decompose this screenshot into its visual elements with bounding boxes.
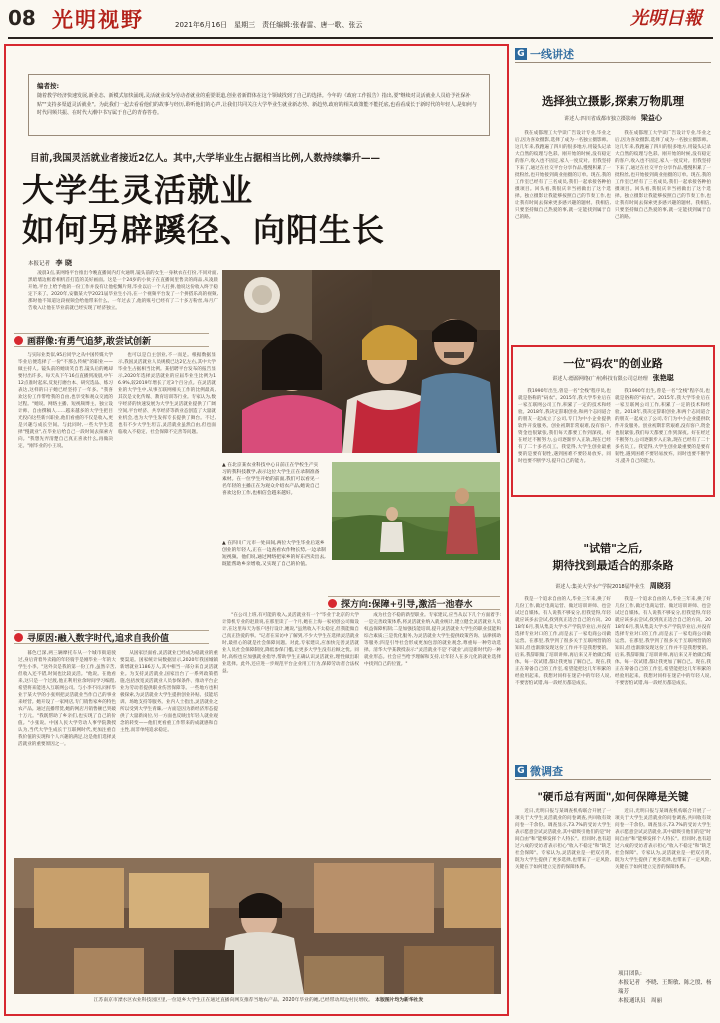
tag-frontline: G 一线讲述 (515, 46, 574, 62)
story2-column-1: 我1990年出生,曾是一名"全栈"程序员,也就是俗称的"码农"。2015年,我大学毕业后在一家互联网公司工作,积累了一定的技术和经验。2018年,我决定辞职创业,和两个志同道合的朋友一起成立了公司,专门为中小企业提供软件开发服务。创业初期非常艰难,没有客户,资金也很紧张,我们每天都要工作到深夜。好在经过不断努力,公司逐渐步入正轨,现在已经有了二十多名员工。我觉得,大学生创业最重要的是要有韧性,遇到困难不要轻易放弃。同时也要不断学习,提升自己的能力。 (518, 389, 611, 464)
section2-column-1: 暮色已深,两三辆摩托车从一个城市街道驶过,身后背着外卖箱的年轻骑手是刚毕业一年的大学生小李。"送外卖是我的第一份工作,虽然辛苦,但收入还不错,时间也比较灵活。"他说。在他看来,这只是一个过渡,他正利用业余时间学习编程,希望将来能进入互联网公司。与小李不同,同样毕业于某大学的小张则把灵活就业当作自己的事业来经营。她开设了一家网店,专门销售家乡的特色农产品。通过直播带货,她的网店月销售额已突破十万元。"我既帮助了乡亲们,也实现了自己的价值。"小张说。中国人民大学劳动人事学院教授认为,当代大学生成长于互联网时代,更加注重自我价值的实现和个人兴趣的满足,这是他们选择灵活就业的重要原因之一。 (18, 651, 116, 747)
lead-paragraph: 凌晨3点,某网络平台推出今晚直播间内灯火通明,镜头前的女生一身秋衣在打扮,不同对面,黑暗墙边框着相机首打造的美好画面。这是一个24岁的小伙子在直播间里售卖的商品,从凌晨开始,平台上给予他的一份工作并没有让他松懈片刻,毕业以后一个人打拼,他说这份收入终于稳定下来了。2020年,安徽某大学2021届毕业生小冯,在一个视频平台发了一个拼搭乐高的视频,那时他不知道这段视频会给他带来什么。一年过去了,他的账号已经有了二十多万粉丝,每月广告收入让他在毕业前就已经实现了经济独立。 (28, 271, 218, 311)
story3-narrator: 讲述人:集美大学水产学院2018届毕业生 周晓羽 (555, 582, 671, 590)
tag-g-icon: G (515, 765, 527, 777)
credits-line-2: 本报通讯员 周丽 (618, 998, 663, 1004)
issue-meta: 2021年6月16日 星期三 责任编辑:张春雷、唐一歌、张云 (175, 21, 363, 29)
section3-column-1: "在公司上班,有可能的收入,灵活就业有一个"毕业于北京的大学计算机专业的赵晨说,在那里读了一个月,她在上海一家初创公司做设计,在这里每天为客户进行设计,她说,"虽然收入不太稳定,但我能做自己真正热爱的事。"记者在采访中了解到,不少大学生在选择灵活就业时,最担心的就是社会保障问题。对此,专家建议,应加快完善灵活就业人员社会保障制度,降低参保门槛,让更多大学生没有后顾之忧。同时,高校也应加强就业指导,帮助学生正确认识灵活就业,理性做出职业选择。此外,还应进一步规范平台企业用工行为,保障劳动者合法权益。 (222, 613, 359, 674)
divider (515, 62, 711, 63)
section3-column-2: 成为社会不稳的新型职业。专家建议,应当从以下几个方面着手:一是完善政策体系,将灵活就业纳入就业统计,建立健全灵活就业人员权益保障机制;二是加强技能培训,提升灵活就业大学生的职业技能和综合素质;三是优化服务,为灵活就业大学生提供政策咨询、法律援助等服务;四是引导社会形成更加包容的就业观念,尊重每一种劳动选择。清华大学某教授表示:"灵活就业不是'不就业',而是新时代的一种就业形态。社会应当给予理解和支持,让年轻人在多元化的就业选择中找到自己的位置。" (364, 613, 501, 667)
article-byline (28, 258, 72, 268)
photo2-caption: ▲ 在四川广元市一处田间,两位大学生毕业后返乡创业的年轻人,正在一边查看农作物长势,一边录制短视频。他们说,通过网络把家乡的好东西卖出去,既能帮助乡亲增收,又实现了自己的价值。 (222, 541, 326, 567)
section-heading-3: 探方向:保障+引导,激活一池春水 (328, 596, 500, 610)
story2-narrator: 讲述人:德源网络(广州)科技有限公司总经理 张艳聪 (552, 374, 674, 382)
story4-column-1: 近日,光明日报与某调查机构联合开展了一项关于大学生灵活就业的问卷调查,共回收有效问卷一千余份。调查显示,73.7%的受访大学生表示愿意尝试灵活就业,其中最吸引他们的是"时间自由"和"能够发挥个人特长"。但同时,也有超过六成的受访者表示担心"收入不稳定"和"缺乏社会保障"。专家认为,灵活就业是一把双刃剑,既为大学生提供了更多选择,也带来了一定风险,关键在于如何建立完善的保障体系。 (515, 809, 611, 870)
section-bullet-icon (328, 599, 337, 608)
story1-title: 选择独立摄影,探索万物肌理 (541, 94, 684, 108)
story3-title: "试错"之后, 期待找到最适合的那条路 (552, 542, 674, 572)
byline-prefix: 本报记者 (28, 261, 51, 267)
editor-note (28, 74, 490, 136)
page-number: 08 (8, 6, 36, 30)
section-bullet-icon (14, 633, 23, 642)
story3-column-1: 我是一个追求自由的人,毕业三年来,换了好几份工作,做过电商运营、做过培训讲师、也尝试过自媒体。有人说我不够安分,但我觉得,年轻就应该多去尝试,找到真正适合自己的方向。2018年6月,我从集美大学水产学院毕业后,并没有选择专业对口的工作,而是去了一家电商公司做运营。在那里,我学到了很多关于互联网营销的知识,但也渐渐发现这份工作并不是我想要的。后来,我辞职做了培训讲师,再后来又开始做自媒体。每一次试错,都让我更加了解自己。现在,我正在筹备自己的工作室,希望能把这几年积累的经验用起来。我想对同样在迷茫中的年轻人说,不要害怕试错,每一段经历都是成长。 (515, 597, 611, 686)
photo-field (332, 462, 500, 560)
section-bullet-icon (14, 336, 23, 345)
tag-survey: G 微调查 (515, 763, 563, 779)
story3-column-2: 我是一个追求自由的人,毕业三年来,换了好几份工作,做过电商运营、做过培训讲师、也尝试过自媒体。有人说我不够安分,但我觉得,年轻就应该多去尝试,找到真正适合自己的方向。2018年6月,我从集美大学水产学院毕业后,并没有选择专业对口的工作,而是去了一家电商公司做运营。在那里,我学到了很多关于互联网营销的知识,但也渐渐发现这份工作并不是我想要的。后来,我辞职做了培训讲师,再后来又开始做自媒体。每一次试错,都让我更加了解自己。现在,我正在筹备自己的工作室,希望能把这几年积累的经验用起来。我想对同样在迷茫中的年轻人说,不要害怕试错,每一段经历都是成长。 (615, 597, 711, 686)
credits-line-1: 本报记者 李晓、王斯敏、陈之殷、杨瑞芳 (618, 980, 712, 995)
story1-column-2: 我在成都理工大学读广告设计专业,毕业之后,因为喜欢摄影,选择了成为一名独立摄影师。这几年来,我跑遍了四川的很多地方,用镜头记录大自然的纹理与色彩。刚开始的时候,没有稳定的客户,收入也不固定,家人一度反对。但我坚持下来了,通过在社交平台分享作品,慢慢积累了一批粉丝,也开始接到商业拍摄的订单。现在,我的工作室已经有了三名成员,我们一起承接各种拍摄项目。回头看,我很庆幸当初做出了这个选择。独立摄影让我能够按照自己的节奏工作,也让我有时间去探索更多感兴趣的题材。我相信,只要坚持做自己热爱的事,就一定能找到属于自己的路。 (615, 131, 711, 220)
masthead-rule (8, 37, 713, 39)
editor-note-title: 编者按: (37, 82, 60, 90)
section-heading-1: 画群像:有勇气追梦,敢尝试创新 (14, 333, 209, 347)
headline-line-1: 大学生灵活就业 (22, 171, 254, 209)
tag-g-icon: G (515, 48, 527, 60)
divider (515, 779, 711, 780)
photo-warehouse (14, 858, 501, 994)
bottom-photo-caption: 江苏南京市溧水区农业科技园区里,一位返乡大学生正在通过直播向网友推荐当地农产品。2020年毕业的她,已经带动周边村民增收。 本版图片均为新华社发 (93, 998, 424, 1003)
story2-column-2: 我1990年出生,曾是一名"全栈"程序员,也就是俗称的"码农"。2015年,我大学毕业后在一家互联网公司工作,积累了一定的技术和经验。2018年,我决定辞职创业,和两个志同道合的朋友一起成立了公司,专门为中小企业提供软件开发服务。创业初期非常艰难,没有客户,资金也很紧张,我们每天都要工作到深夜。好在经过不断努力,公司逐渐步入正轨,现在已经有了二十多名员工。我觉得,大学生创业最重要的是要有韧性,遇到困难不要轻易放弃。同时也要不断学习,提升自己的能力。 (615, 389, 710, 464)
photo-credit: 本版图片均为新华社发 (375, 998, 424, 1003)
section-name: 光明视野 (52, 7, 144, 32)
project-credits (618, 970, 713, 1006)
article-kicker: 目前,我国灵活就业者接近2亿人。其中,大学毕业生占据相当比例,人数持续攀升—— (30, 153, 380, 164)
editor-note-body: 随着教学经济快速发展,新业态、新模式加快涌现,灵活就业成为劳动者就业的重要渠道,创业者新群体在这个领域找到了自己的选择。今年的《政府工作报告》指出,要"继续对灵活就业人员给予社保补贴""支持多渠道灵活就业"。为此我们一起去看看他们的故事与经历,聆听他们的心声,让我们共同关注大学毕业生就业新态势、新趋势,政府的相关政策能不能托底,也看看成长于新时代的年轻人,是如何与时代同频共振、在时代大潮中书写属于自己的青春答卷。 (37, 93, 477, 116)
credits-label: 项目团队: (618, 971, 642, 977)
story2-title: 一位"码农"的创业路 (563, 357, 663, 370)
story1-narrator: 讲述人:四川省成都市独立摄影师 梁益心 (564, 114, 662, 122)
newspaper-logo: 光明日報 (630, 8, 702, 29)
story4-column-2: 近日,光明日报与某调查机构联合开展了一项关于大学生灵活就业的问卷调查,共回收有效问卷一千余份。调查显示,73.7%的受访大学生表示愿意尝试灵活就业,其中最吸引他们的是"时间自由"和"能够发挥个人特长"。但同时,也有超过六成的受访者表示担心"收入不稳定"和"缺乏社会保障"。专家认为,灵活就业是一把双刃剑,既为大学生提供了更多选择,也带来了一定风险,关键在于如何建立完善的保障体系。 (615, 809, 711, 870)
article-headline (22, 170, 385, 250)
section1-column-2: 也可以是自主创业,不一而足。根据数据显示,我国灵活就业人员规模已达2亿左右,其中大学毕业生占据相当比例。某招聘平台发布的报告显示,2020年选择灵活就业的应届毕业生比例为16.9%,较2019年增长了近3个百分点。在灵活就业的大学生中,从事互联网相关工作的比例最高,其次是文化传媒、教育培训等行业。专家认为,数字经济的快速发展为大学生灵活就业提供了广阔空间,平台经济、共享经济等新业态创造了大量就业机会,也为大学生发挥专长提供了舞台。不过,也有不少大学生坦言,灵活就业虽然自由,但也面临收入不稳定、社会保障不完善等问题。 (118, 353, 216, 435)
section2-column-2: 从国家层面看,灵活就业已经成为稳就业的重要渠道。国家统计局数据显示,2020年我国城镇新增就业1186万人,其中相当一部分来自灵活就业。为支持灵活就业,国家出台了一系列政策措施,包括放宽灵活就业人员参保条件、推动平台企业为劳动者提供职业伤害保障等。一些地方也积极探索,为灵活就业大学生提供创业补贴、技能培训、场地支持等服务。业内人士指出,灵活就业之所以受到大学生青睐,一方面是因为新经济形态提供了大量新岗位,另一方面也反映出年轻人就业观念的转变——他们更看重工作带来的成就感和自主性,而非单纯追求稳定。 (120, 651, 218, 733)
photo1-caption: ▲ 在北京某农业科技中心日前正在学校生产实习的我科技教学,表示这位大学生正在录制准备素材。在一位学生开始的前面,我们可以看见一名年轻的主播正在为观众介绍农产品,她说自己喜欢这份工作,也相信会越来越好。 (222, 463, 320, 496)
headline-line-2: 如何另辟蹊径、向阳生长 (22, 211, 386, 249)
section-heading-2: 寻原因:融入数字时代,追求自我价值 (14, 630, 209, 644)
photo-livestream (222, 270, 500, 453)
byline-name: 李 晓 (55, 259, 72, 267)
section1-column-1: 与实际业类似,95后同学之从中国传媒大学毕业后便选择了一份"不那么传统"的职业——做主持人。镜头前的她谈笑自若,镜头后的她却要付出许多。每天从下午16点直播到凌晨,中午12点准时起床,反复打磨台本、研究选品、练习表达,这样的日子她已经坚持了一年多。"我喜欢这份工作带给我的自由,也享受和观众交流的过程。"她说。网络主播、短视频博主、独立设计师、自由撰稿人……越来越多的大学生把目光投向这些新兴职业,他们看重的不仅是收入,更是兴趣与成长空间。与此同时,一些大学生选择"慢就业",在毕业后给自己一段时间去探索方向。"我想先弄清楚自己真正喜欢什么,再做决定。"刚毕业的小王说。 (18, 353, 113, 449)
story1-column-1: 我在成都理工大学读广告设计专业,毕业之后,因为喜欢摄影,选择了成为一名独立摄影师。这几年来,我跑遍了四川的很多地方,用镜头记录大自然的纹理与色彩。刚开始的时候,没有稳定的客户,收入也不固定,家人一度反对。但我坚持下来了,通过在社交平台分享作品,慢慢积累了一批粉丝,也开始接到商业拍摄的订单。现在,我的工作室已经有了三名成员,我们一起承接各种拍摄项目。回头看,我很庆幸当初做出了这个选择。独立摄影让我能够按照自己的节奏工作,也让我有时间去探索更多感兴趣的题材。我相信,只要坚持做自己热爱的事,就一定能找到属于自己的路。 (515, 131, 611, 220)
story4-title: "硬币总有两面",如何保障是关键 (537, 791, 689, 803)
